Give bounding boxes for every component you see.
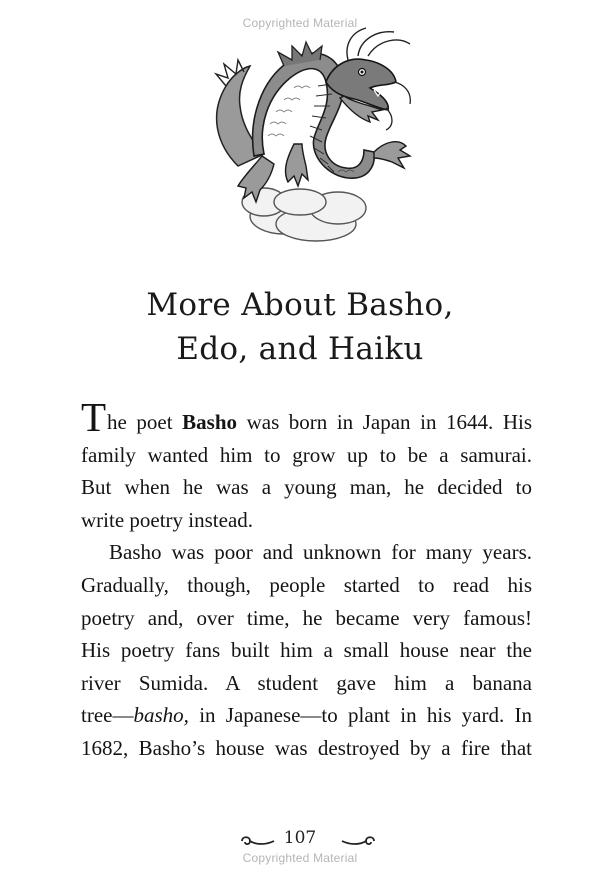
paragraph-2-line-7: 1682, Basho’s house was destroyed by a fire that: [81, 735, 532, 760]
paragraph-2-line-2: Gradually, though, people started to read his: [81, 572, 532, 597]
chapter-title: [0, 283, 600, 371]
paragraph-2-line-4: His poetry fans built him a small house near the: [81, 638, 532, 663]
dragon-illustration: [198, 26, 420, 248]
body-text: [81, 394, 532, 765]
paragraph-1-line-2: family wanted him to grow up to be a samurai.: [81, 442, 532, 467]
page-number: 107: [283, 828, 317, 848]
paragraph-1-line-3: But when he was a young man, he decided to: [81, 475, 532, 500]
page-footer: [0, 826, 600, 852]
name-basho-bold: Basho: [182, 410, 238, 434]
paragraph-2-line-1: Basho was poor and unknown for many years.: [109, 540, 532, 565]
paragraph-1-line-1: The poet Basho was born in Japan in 1644. His: [81, 394, 532, 440]
paragraph-2-line-6: tree—basho, in Japanese—to plant in his yard. In: [81, 703, 532, 728]
paragraph-1-line-4: write poetry instead.: [81, 507, 254, 532]
copyright-watermark-top: Copyrighted Material: [242, 16, 358, 30]
chapter-title-line-2: Edo, and Haiku: [176, 331, 424, 367]
word-basho-italic: basho,: [133, 703, 189, 728]
right-flourish-icon: [340, 833, 376, 849]
paragraph-2-line-3: poetry and, over time, he became very famous!: [81, 605, 532, 630]
copyright-watermark-bottom: Copyrighted Material: [242, 851, 358, 865]
drop-cap: T: [81, 394, 107, 440]
paragraph-2-line-5: river Sumida. A student gave him a banana: [81, 670, 532, 695]
chapter-title-line-1: More About Basho,: [146, 287, 454, 323]
